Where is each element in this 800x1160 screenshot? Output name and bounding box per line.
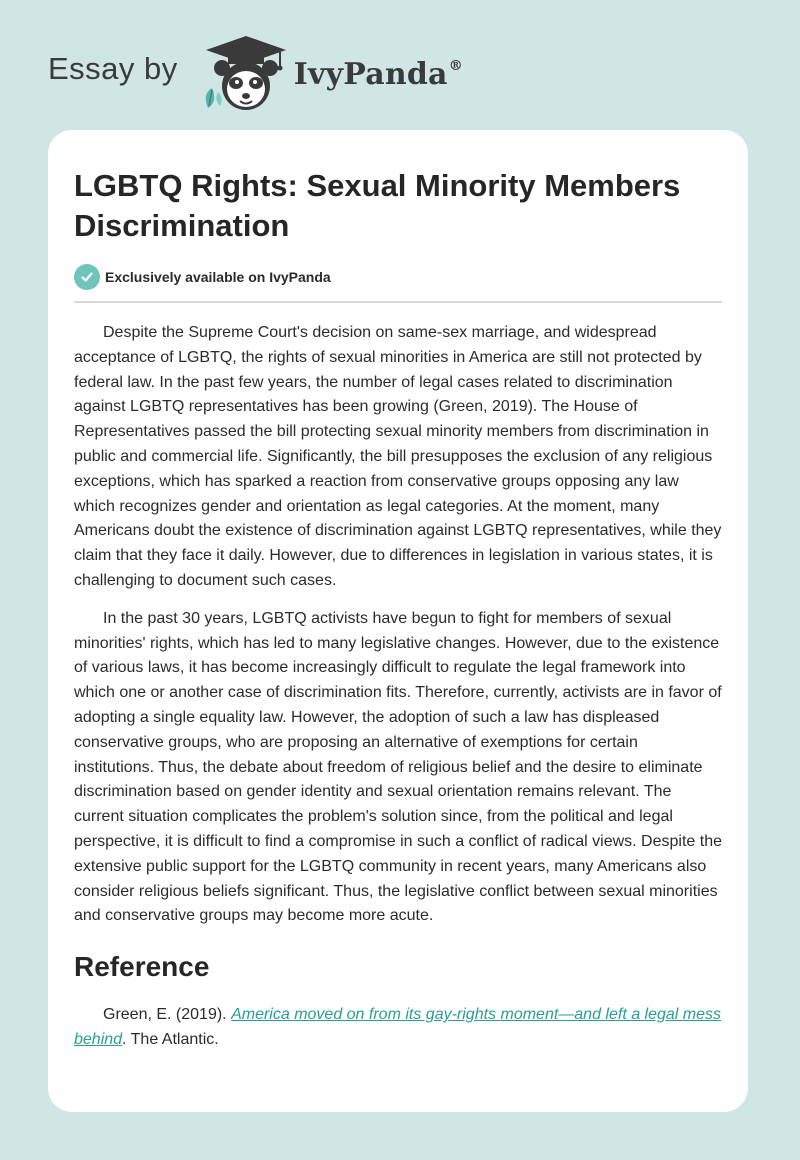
checkmark-icon [74, 264, 100, 290]
reference-entry [74, 1003, 722, 1053]
exclusive-badge-text: Exclusively available on IvyPanda [105, 269, 331, 285]
body-paragraph: Despite the Supreme Court's decision on same-sex marriage, and widespread acceptance of LGBTQ, the rights of sexual minorities in America are still not protected by federal law. In the past few years, the number of legal cases related to discrimination against LGBTQ representatives has been growing (Green, 2019). The House of Representatives passed the bill protecting sexual minority members from discrimination in public and commercial life. Significantly, the bill presupposes the exclusion of any religious exceptions, which has sparked a reaction from conservative groups opposing any law which recognizes gender and orientation as legal categories. At the moment, many Americans doubt the existence of discrimination against LGBTQ representatives, while they claim that they face it daily. However, due to differences in legislation in various states, it is challenging to document such cases. [74, 324, 722, 589]
reference-prefix: Green, E. (2019). [103, 1006, 232, 1024]
site-header [48, 32, 463, 112]
page-title: LGBTQ Rights: Sexual Minority Members Discrimination [74, 168, 681, 243]
essay-card [48, 130, 748, 1112]
essay-by-label: Essay by [48, 51, 178, 86]
divider [74, 301, 722, 303]
exclusive-badge [74, 264, 722, 290]
body-paragraph: In the past 30 years, LGBTQ activists have begun to fight for members of sexual minorities' rights, which has led to many legislative changes. However, due to the existence of various laws, it has become increasingly difficult to regulate the legal framework into which one or another case of discrimination fits. Therefore, currently, activists are in favor of adopting a single equality law. However, the adoption of such a law has displeased conservative groups, who are proposing an alternative of exemptions for certain institutions. Thus, the debate about freedom of religious belief and the desire to eliminate discrimination based on gender identity and sexual orientation remains relevant. The current situation complicates the problem's solution since, from the political and legal perspective, it is difficult to find a compromise in such a conflict of radical views. Despite the extensive public support for the LGBTQ community in recent years, many Americans also consider religious beliefs significant. Thus, the legislative conflict between sexual minorities and conservative groups may become more acute. [74, 609, 722, 925]
ivypanda-logo-icon[interactable] [194, 32, 290, 112]
reference-heading: Reference [74, 951, 210, 983]
registered-mark: ® [448, 57, 463, 74]
reference-link[interactable]: America moved on from its gay-rights moment—and left a legal mess behind [74, 1006, 722, 1048]
brand-name[interactable]: IvyPanda® [293, 56, 463, 92]
reference-suffix: . The Atlantic. [122, 1030, 219, 1048]
